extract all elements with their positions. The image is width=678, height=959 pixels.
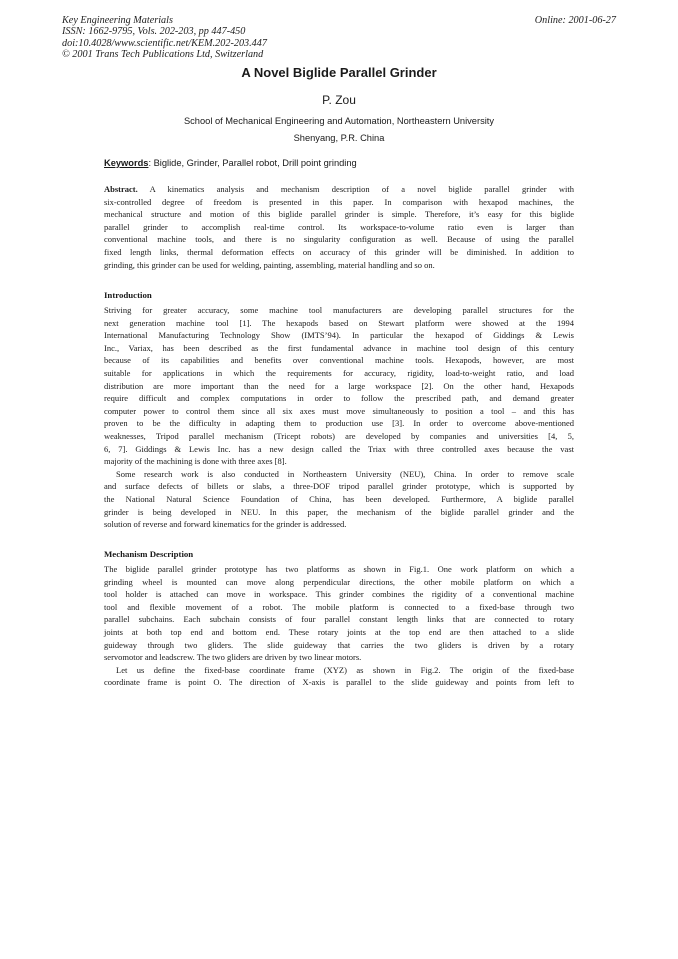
abstract-line: fixed length links, thermal deformation effects on accuracy of this grinder will be diminished. In addition to (104, 246, 574, 257)
body-line: grinder is being developed in NEU. In this paper, the mechanism of the biglide parallel grinder and the (104, 506, 574, 517)
abstract-line: conventional machine tools, and there is no singularity configuration as well. Because of using the parallel (104, 234, 574, 245)
body-line: Striving for greater accuracy, some machine tool manufacturers are developing parallel structures for the (104, 305, 574, 315)
body-line: next generation machine tool [1]. The hexapods based on Stewart platform were showed at the 1994 (104, 317, 574, 328)
body-line: majority of the machining is done with three axes [8]. (104, 456, 287, 467)
abstract-line: six-controlled degree of freedom is presented in this paper. In comparison with hexapod machines, the (104, 196, 574, 207)
body-line: weaknesses, Tripod parallel mechanism (Tricept robots) are developed by companies and universities [4, 5, (104, 430, 574, 441)
paper-title: A Novel Biglide Parallel Grinder (241, 65, 437, 80)
body-line: 6, 7]. Giddings & Lewis Inc. has a new design called the Triax with three controlled axes because the vast (104, 443, 574, 454)
abstract-line: grinding, this grinder can be used for welding, painting, assembling, material handling and so on. (104, 259, 435, 270)
doi-line: doi:10.4028/www.scientific.net/KEM.202-203.447 (62, 37, 267, 49)
body-line: suitable for applications in which the requirements for accuracy, rigidity, load-to-weight ratio, and load (104, 367, 574, 378)
affiliation-line-1: School of Mechanical Engineering and Automation, Northeastern University (183, 116, 495, 126)
body-line: and surface defects of billets or slabs, a three-DOF tripod parallel grinder prototype, which is supported by (104, 481, 574, 492)
body-line: coordinate frame is point O. The direction of X-axis is parallel to the slide guideway and points from left to (104, 677, 574, 688)
body-line: Let us define the fixed-base coordinate frame (XYZ) as shown in Fig.2. The origin of the fixed-base (116, 664, 574, 675)
mechanism-heading: Mechanism Description (104, 549, 194, 559)
body-line: distribution are more important than the need for a large workspace [2]. On the other hand, Hexapods (104, 380, 574, 391)
journal-header (62, 15, 267, 61)
body-line: grinding wheel is mounted can move along perpendicular directions, the other mobile platform on which a (104, 576, 574, 587)
body-line: The biglide parallel grinder prototype has two platforms as shown in Fig.1. One work platform on which a (104, 564, 574, 574)
introduction-body (104, 304, 574, 531)
body-line: solution of reverse and forward kinematics for the grinder is addressed. (104, 519, 347, 530)
body-line: International Manufacturing Technology Show (IMTS’94). In particular the hexapod of Giddings & Lewis (104, 330, 574, 341)
body-line: computer power to control them since all six axes must move simultaneously to position a tool – and this has (104, 405, 574, 416)
body-line: tool holder is attached can move in workspace. This grinder combines the rigidity of a conventional machine (104, 589, 574, 600)
journal-name: Key Engineering Materials (62, 15, 173, 26)
body-line: servomotor and leadscrew. The two gliders are driven by two linear motors. (104, 652, 362, 663)
affiliation-line-2: Shenyang, P.R. China (293, 133, 385, 143)
abstract-line: parallel grinder to accomplish real-time control. Its workspace-to-volume ratio even is larger than (104, 221, 574, 232)
body-line: require difficult and complex computations in order to follow the prescribed path, and demand greater (104, 393, 574, 404)
abstract-line: mechanical structure and motion of this biglide parallel grinder is simple. Therefore, it’s easy for this biglide (104, 209, 574, 220)
body-line: proven to be the difficulty in adapting them to production use [3]. In order to overcome above-mentioned (104, 418, 574, 429)
author-name: P. Zou (322, 93, 356, 107)
introduction-heading: Introduction (104, 290, 152, 300)
mechanism-body (104, 563, 574, 689)
body-line: Inc., Variax, has been described as the first fundamental advance in machine tool design of this century (104, 342, 574, 353)
body-line: joints at both top end and bottom end. These rotary joints at the top end are then attached to a slide (104, 626, 574, 637)
body-line: the National Natural Science Foundation of China, has been developed. Furthermore, A biglide parallel (104, 493, 574, 504)
keywords-label: Keywords (104, 158, 149, 168)
abstract-line: Abstract. A kinematics analysis and mechanism description of a novel biglide parallel grinder with (104, 184, 574, 194)
body-line: parallel subchains. Each subchain consists of four parallel constant length links that are connected to rotary (104, 614, 574, 625)
body-line: tool and flexible movement of a robot. The mobile platform is connected to a fixed-base through two (104, 601, 574, 612)
abstract (104, 183, 574, 271)
issn-line: ISSN: 1662-9795, Vols. 202-203, pp 447-450 (62, 26, 246, 38)
body-line: because of its capabilities and benefits over conventional machine tools. Hexapods, however, are most (104, 355, 574, 366)
affiliation (0, 113, 678, 147)
keywords (104, 158, 357, 168)
abstract-label: Abstract. (104, 184, 138, 194)
body-line: Some research work is also conducted in Northeastern University (NEU), China. In order to remove scale (116, 468, 574, 479)
online-date: Online: 2001-06-27 (534, 15, 616, 26)
keywords-text: : Biglide, Grinder, Parallel robot, Drill point grinding (148, 158, 357, 168)
body-line: guideway through two gliders. The slide guideway that carries the two gliders is driven by a rotary (104, 639, 574, 650)
copyright-line: © 2001 Trans Tech Publications Ltd, Switzerland (62, 49, 264, 61)
